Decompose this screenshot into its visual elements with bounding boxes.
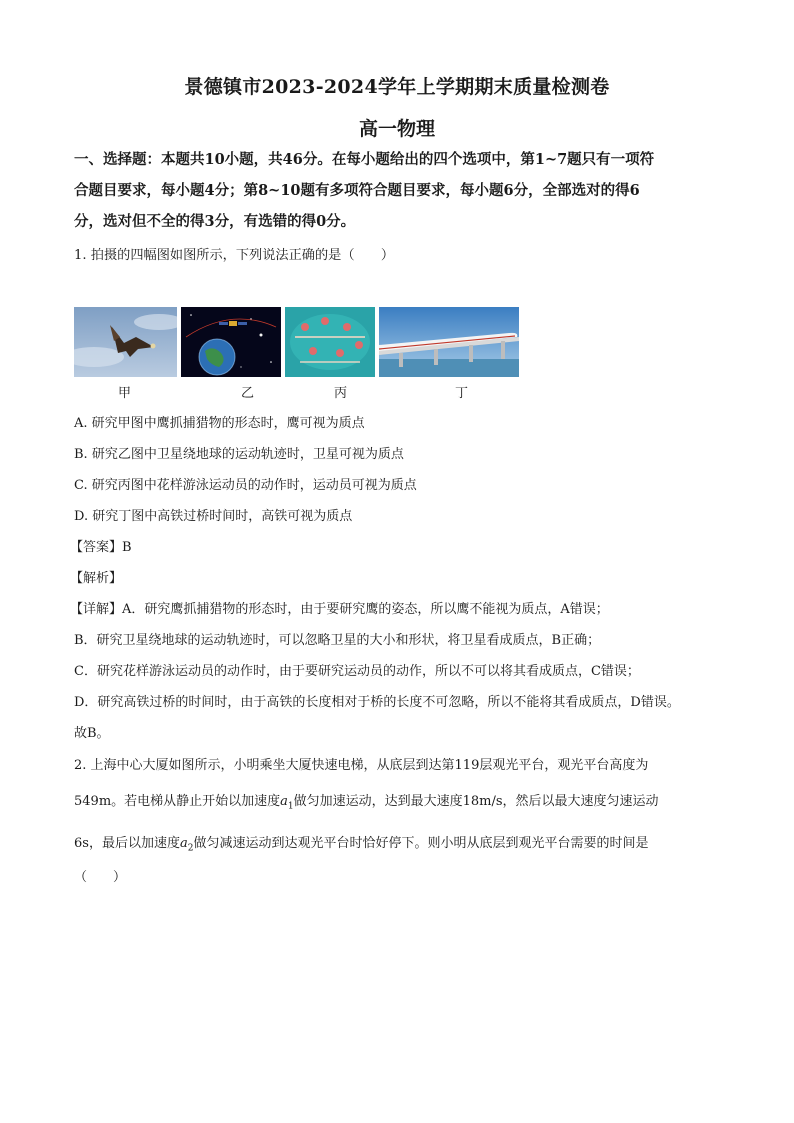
- question-2-line-4: （ ）: [74, 870, 127, 885]
- q2-text: 做匀加速运动，达到最大速度18m/s，然后以最大速度匀速运动: [293, 794, 659, 809]
- option-c: C. 研究丙图中花样游泳运动员的动作时，运动员可视为质点: [74, 478, 417, 493]
- q2-var-a1: a: [280, 794, 288, 809]
- section-instructions: [74, 144, 724, 237]
- question-1-stem: 1. 拍摄的四幅图如图所示，下列说法正确的是（ ）: [74, 248, 395, 263]
- option-a: A. 研究甲图中鹰抓捕猎物的形态时，鹰可视为质点: [74, 416, 365, 431]
- photo-swimming: [285, 307, 375, 377]
- detail-line: 故B。: [74, 726, 110, 741]
- photo-satellite: [181, 307, 281, 377]
- question-2-line-1: 2. 上海中心大厦如图所示，小明乘坐大厦快速电梯，从底层到达第119层观光平台，观光平台高度为: [74, 758, 649, 773]
- page-title: 景德镇市2023-2024学年上学期期末质量检测卷: [184, 76, 610, 98]
- caption-yi: 乙: [241, 386, 255, 401]
- q2-text: 6s，最后以加速度: [74, 836, 180, 851]
- q2-text: 549m。若电梯从静止开始以加速度: [74, 794, 281, 809]
- detail-line: B．研究卫星绕地球的运动轨迹时，可以忽略卫星的大小和形状，将卫星看成质点，B正确；: [74, 633, 601, 648]
- option-d: D. 研究丁图中高铁过桥时间时，高铁可视为质点: [74, 509, 353, 524]
- answer-label: 【答案】B: [70, 540, 132, 555]
- question-2-line-3: [74, 832, 648, 854]
- photo-eagle: [74, 307, 177, 377]
- q2-var-a1-sub: 1: [287, 801, 294, 812]
- analysis-label: 【解析】: [70, 571, 123, 586]
- q2-text: 做匀减速运动到达观光平台时恰好停下。则小明从底层到观光平台需要的时间是: [193, 836, 649, 851]
- option-b: B. 研究乙图中卫星绕地球的运动轨迹时，卫星可视为质点: [74, 447, 404, 462]
- caption-jia: 甲: [118, 386, 132, 401]
- q2-var-a2-sub: 2: [187, 843, 194, 854]
- detail-line: 【详解】A．研究鹰抓捕猎物的形态时，由于要研究鹰的姿态，所以鹰不能视为质点，A错误；: [70, 602, 609, 617]
- detail-line: C．研究花样游泳运动员的动作时，由于要研究运动员的动作，所以不可以将其看成质点，C错误；: [74, 664, 640, 679]
- caption-ding: 丁: [455, 386, 469, 401]
- photo-train: [379, 307, 519, 377]
- question-2-line-2: [74, 790, 659, 812]
- page-subtitle: 高一物理: [358, 118, 435, 140]
- caption-bing: 丙: [334, 386, 348, 401]
- q2-var-a2: a: [179, 836, 188, 851]
- instruction-line: 合题目要求，每小题4分；第8~10题有多项符合题目要求，每小题6分，全部选对的得6: [74, 182, 640, 199]
- instruction-line: 一、选择题：本题共10小题，共46分。在每小题给出的四个选项中，第1~7题只有一项符: [74, 151, 655, 168]
- instruction-line: 分，选对但不全的得3分，有选错的得0分。: [74, 213, 356, 230]
- detail-line: D．研究高铁过桥的时间时，由于高铁的长度相对于桥的长度不可忽略，所以不能将其看成质点，D错误。: [74, 695, 680, 710]
